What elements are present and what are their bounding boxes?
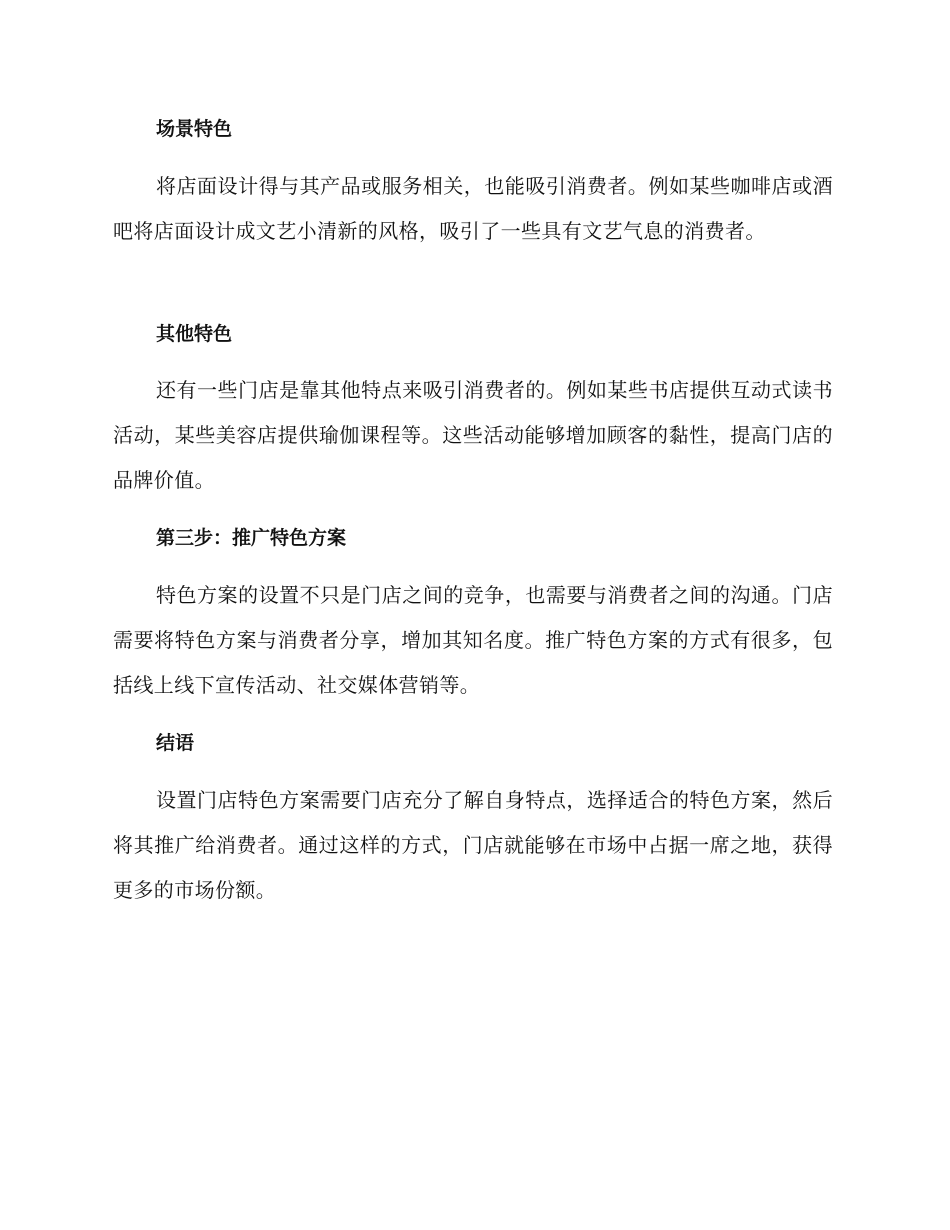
section-heading-scene-features: 场景特色	[156, 118, 233, 140]
section-heading-other-features: 其他特色	[156, 323, 233, 345]
section-paragraph-step-three: 特色方案的设置不只是门店之间的竞争，也需要与消费者之间的沟通。门店需要将特色方案与消费者分享，增加其知名度。推广特色方案的方式有很多，包括线上线下宣传活动、社交媒体营销等。	[113, 583, 833, 697]
section-heading-step-three: 第三步：推广特色方案	[156, 527, 347, 549]
section-paragraph-scene-features: 将店面设计得与其产品或服务相关，也能吸引消费者。例如某些咖啡店或酒吧将店面设计成文艺小清新的风格，吸引了一些具有文艺气息的消费者。	[113, 174, 833, 243]
section-paragraph-other-features: 还有一些门店是靠其他特点来吸引消费者的。例如某些书店提供互动式读书活动，某些美容店提供瑜伽课程等。这些活动能够增加顾客的黏性，提高门店的品牌价值。	[113, 378, 833, 492]
section-heading-conclusion: 结语	[156, 732, 195, 754]
section-paragraph-conclusion: 设置门店特色方案需要门店充分了解自身特点，选择适合的特色方案，然后将其推广给消费者。通过这样的方式，门店就能够在市场中占据一席之地，获得更多的市场份额。	[113, 788, 833, 902]
document-page	[113, 0, 833, 1230]
